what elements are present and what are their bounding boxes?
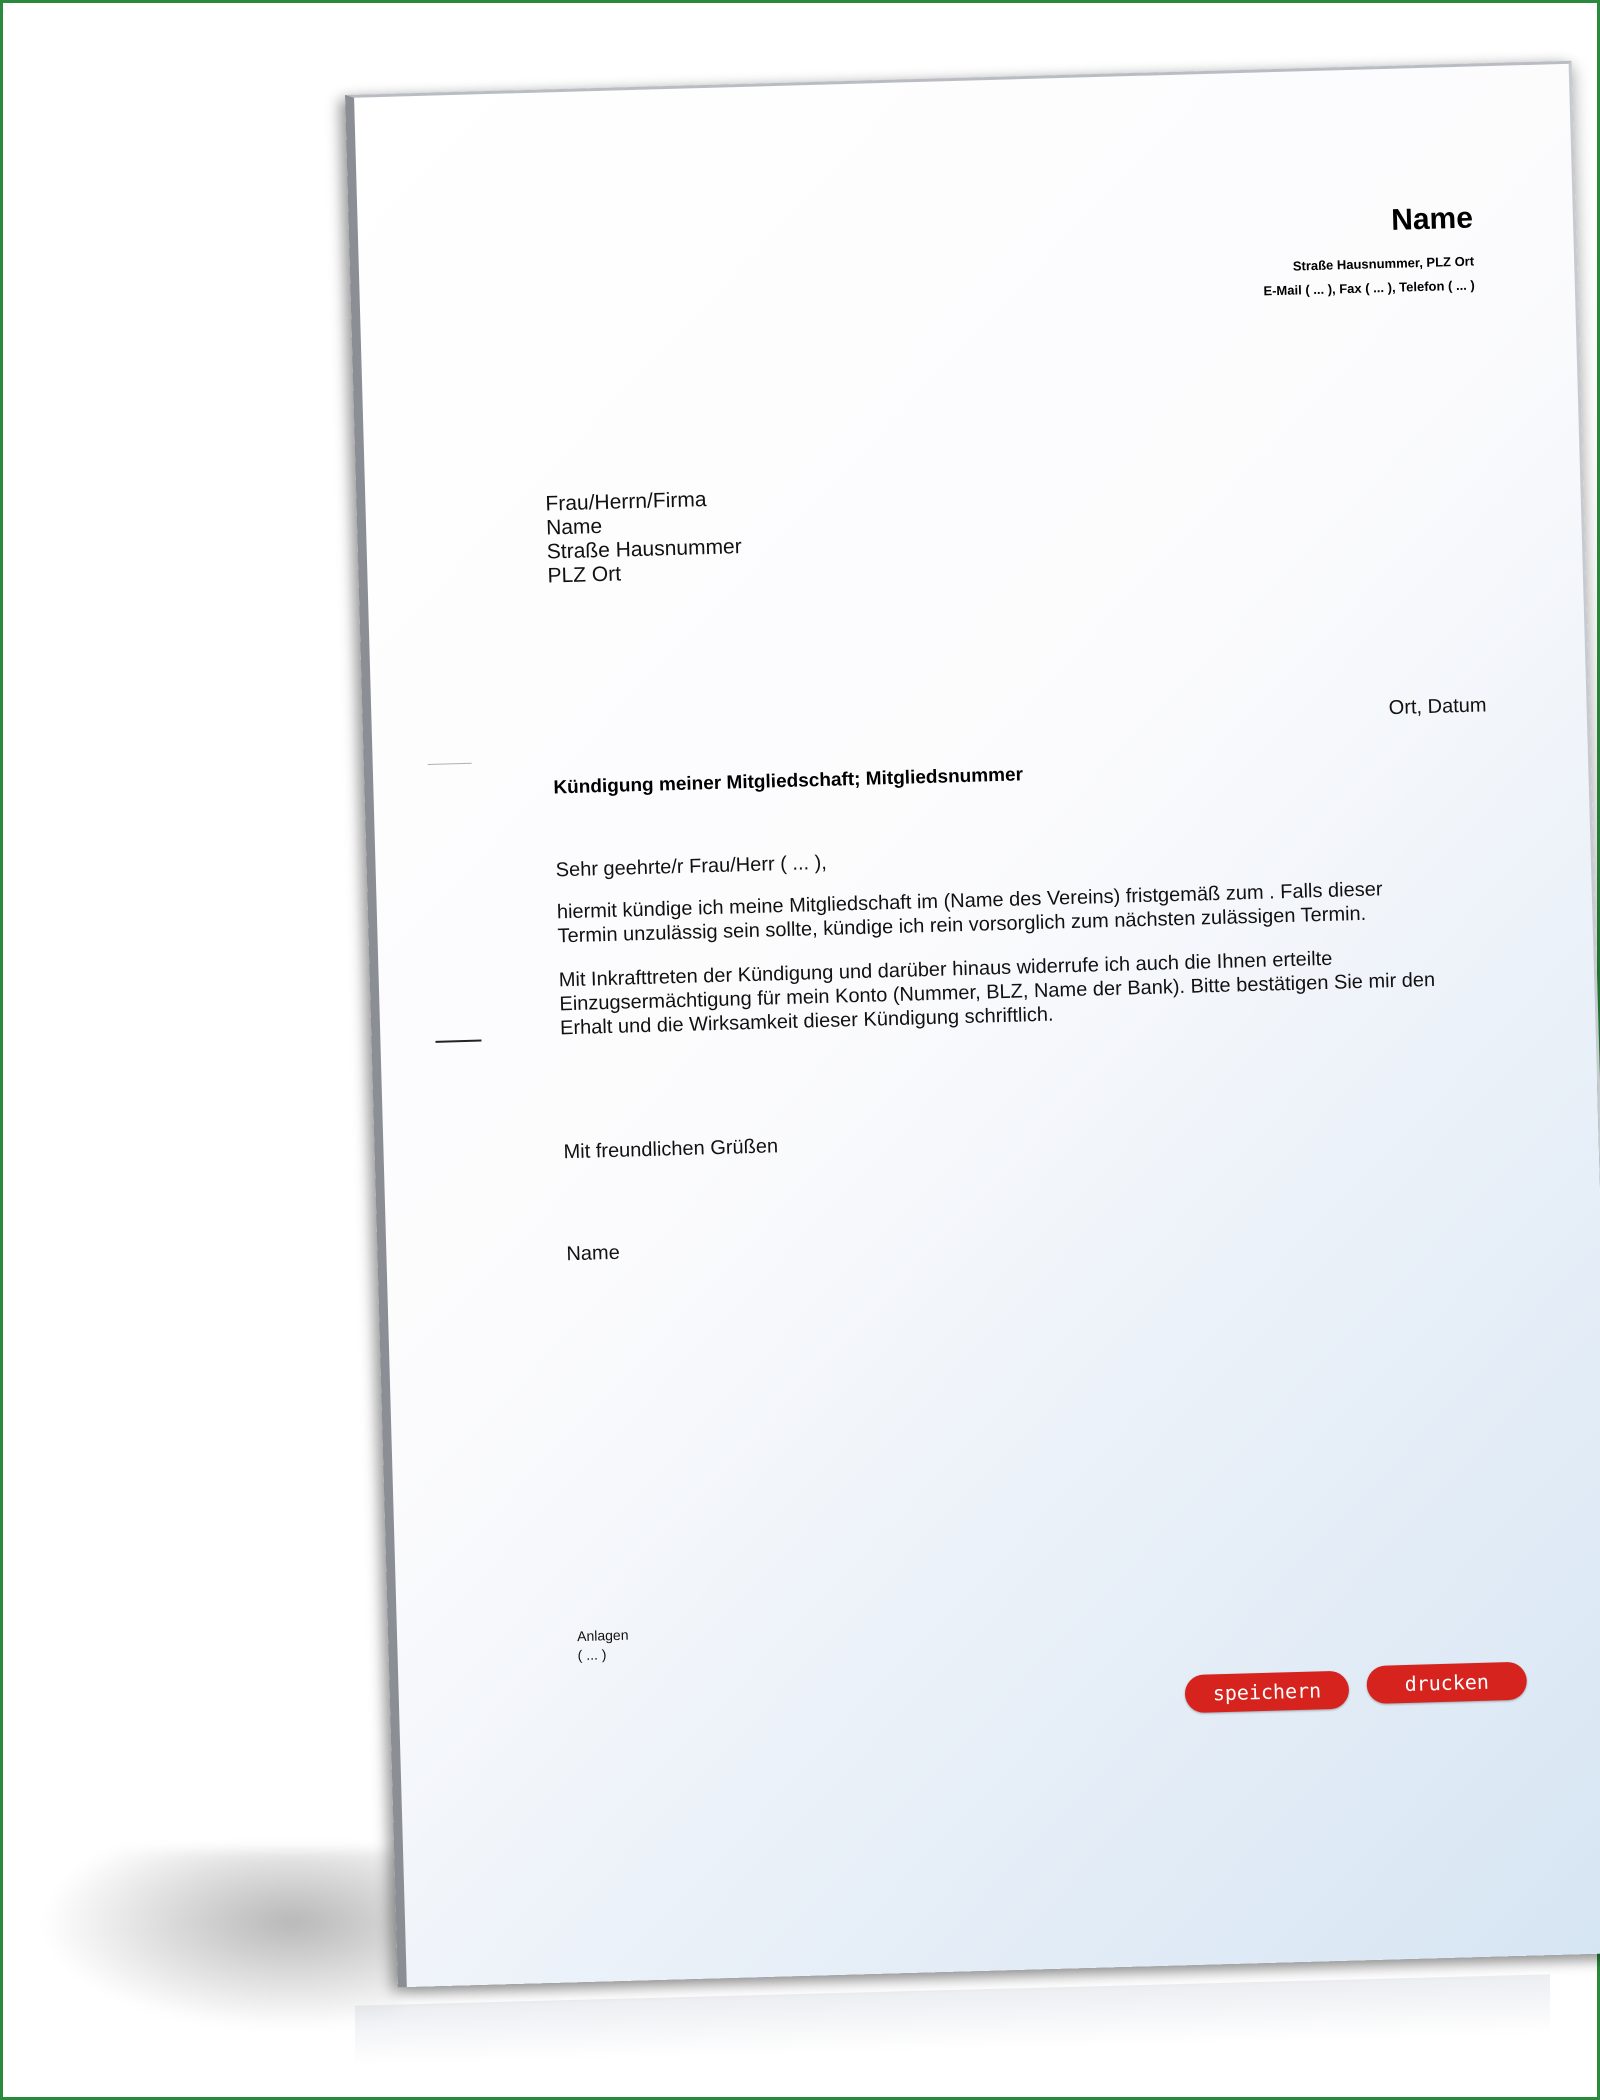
recipient-name: Name: [545, 514, 603, 540]
signature-name: Name: [566, 1241, 621, 1266]
place-date: Ort, Datum: [1388, 694, 1487, 720]
save-button[interactable]: speichern: [1184, 1671, 1349, 1714]
recipient-block: [545, 487, 743, 588]
salutation: Sehr geehrte/r Frau/Herr ( ... ),: [555, 851, 828, 882]
sender-block: [1261, 202, 1475, 304]
sender-address: Straße Hausnummer, PLZ Ort: [1292, 253, 1475, 274]
fold-mark: [428, 763, 472, 765]
sender-contact: E-Mail ( ... ), Fax ( ... ), Telefon ( ... ): [1263, 277, 1475, 299]
enclosures-value: ( ... ): [577, 1646, 607, 1664]
sender-name: Name: [1390, 201, 1474, 237]
closing: Mit freundlichen Grüßen: [563, 1135, 779, 1164]
letter-page: [345, 61, 1600, 1988]
recipient-city: PLZ Ort: [547, 562, 622, 588]
recipient-salutation-line: Frau/Herrn/Firma: [545, 488, 707, 516]
body-paragraph-2: Mit Inkrafttreten der Kündigung und darüber hinaus widerrufe ich auch die Ihnen erteilte Einzugsermächtigung für mein Konto (Nummer, BLZ, Name der Bank). Bitte bestätigen Sie mir den Erhalt und die Wirksamkeit dieser Kündigung schriftlich.: [558, 947, 1436, 1040]
punch-mark: [435, 1040, 481, 1043]
enclosures-label: Anlagen: [576, 1626, 629, 1645]
print-button[interactable]: drucken: [1366, 1662, 1527, 1704]
letter-subject: Kündigung meiner Mitgliedschaft; Mitgliedsnummer: [553, 764, 1024, 799]
page-shadow: [40, 1850, 400, 2030]
enclosures: [577, 1626, 629, 1665]
recipient-street: Straße Hausnummer: [546, 535, 742, 564]
body-paragraph-1: hiermit kündige ich meine Mitgliedschaft im (Name des Vereins) fristgemäß zum . Falls dieser Termin unzulässig sein sollte, kündige ich rein vorsorglich zum nächsten zulässigen Termin.: [556, 878, 1383, 948]
